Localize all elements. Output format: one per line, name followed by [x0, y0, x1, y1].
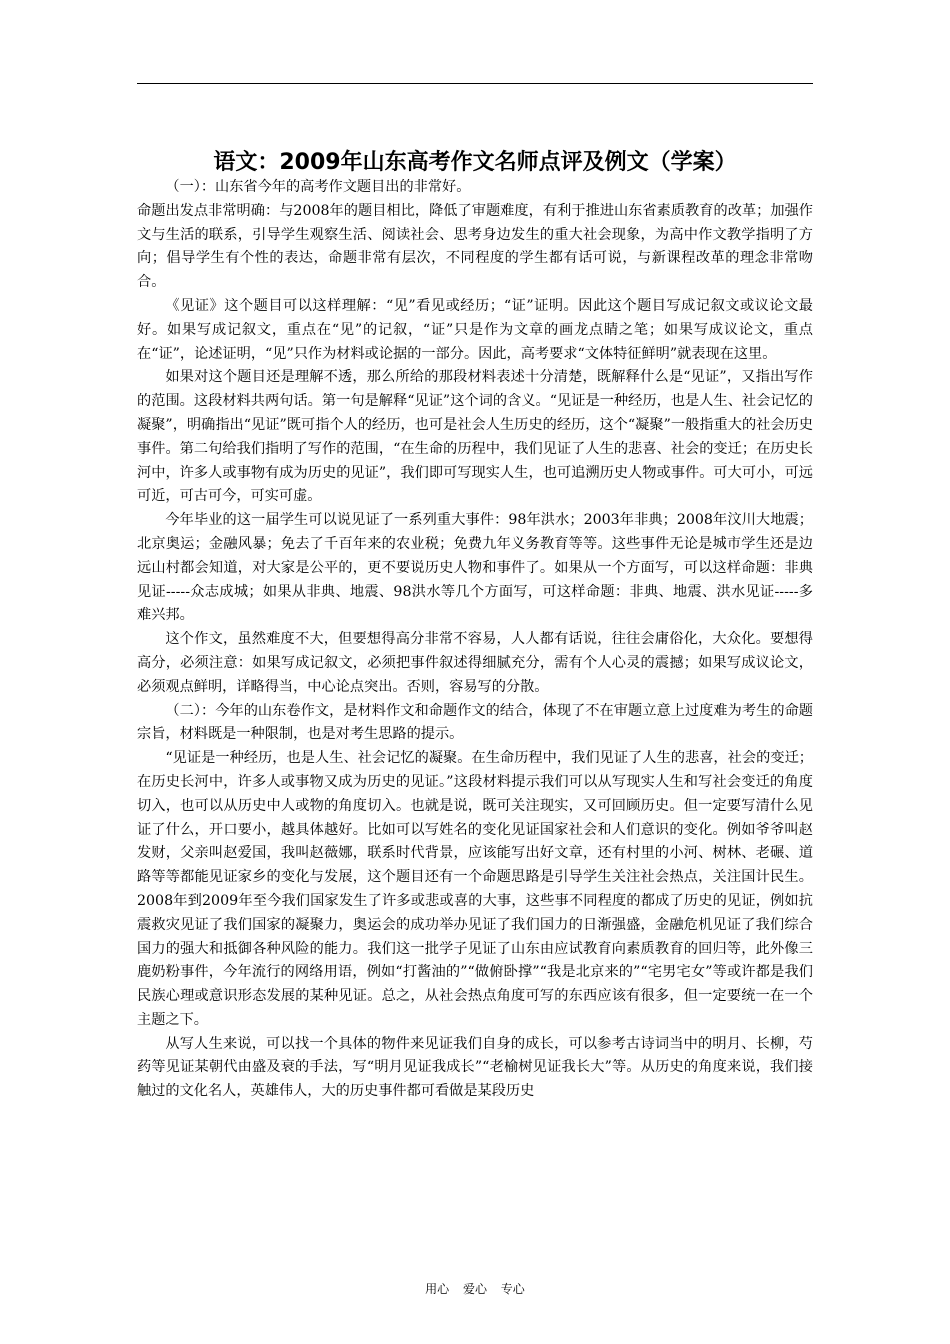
header-rule: [137, 83, 813, 84]
paragraph-8: “见证是一种经历，也是人生、社会记忆的凝聚。在生命历程中，我们见证了人生的悲喜，社会的变迁；在历史长河中，许多人或事物又成为历史的见证。”这段材料提示我们可以从写现实人生和写社会变迁的角度切入，也可以从历史中人或物的角度切入。也就是说，既可关注现实，又可回顾历史。但一定要写清什么见证了什么，开口要小，越具体越好。比如可以写姓名的变化见证国家社会和人们意识的变化。例如爷爷叫赵发财，父亲叫赵爱国，我叫赵薇娜，联系时代背景，应该能写出好文章，还有村里的小河、树林、老碾、道路等等都能见证家乡的变化与发展，这个题目还有一个命题思路是引导学生关注社会热点，关注国计民生。2008年到2009年至今我们国家发生了许多或悲或喜的大事，这些事不同程度的都成了历史的见证，例如抗震救灾见证了我们国家的凝聚力，奥运会的成功举办见证了我们国力的日渐强盛，金融危机见证了我们综合国力的强大和抵御各种风险的能力。我们这一批学子见证了山东由应试教育向素质教育的回归等，此外像三鹿奶粉事件，今年流行的网络用语，例如“打酱油的”“做俯卧撑”“我是北京来的”“宅男宅女”等或许都是我们民族心理或意识形态发展的某种见证。总之，从社会热点角度可写的东西应该有很多，但一定要统一在一个主题之下。: [137, 750, 813, 1028]
paragraph-5: 今年毕业的这一届学生可以说见证了一系列重大事件：98年洪水；2003年非典；2008年汶川大地震；北京奥运；金融风暴；免去了千百年来的农业税；免费九年义务教育等等。这些事件无论是城市学生还是边远山村都会知道，对大家是公平的，更不要说历史人物和事件了。如果从一个方面写，可以这样命题：非典见证-----众志成城；如果从非典、地震、98洪水等几个方面写，可这样命题：非典、地震、洪水见证-----多难兴邦。: [137, 512, 813, 624]
paragraph-7: （二）：今年的山东卷作文，是材料作文和命题作文的结合，体现了不在审题立意上过度难为考生的命题宗旨，材料既是一种限制，也是对考生思路的提示。: [137, 702, 813, 743]
paragraph-1: （一）：山东省今年的高考作文题目出的非常好。: [165, 179, 471, 195]
paragraph-6: 这个作文，虽然难度不大，但要想得高分非常不容易，人人都有话说，往往会庸俗化，大众化。要想得高分，必须注意：如果写成记叙文，必须把事件叙述得细腻充分，需有个人心灵的震撼；如果写成议论文，必须观点鲜明，详略得当，中心论点突出。否则，容易写的分散。: [137, 631, 813, 695]
paragraph-2: 命题出发点非常明确：与2008年的题目相比，降低了审题难度，有利于推进山东省素质教育的改革；加强作文与生活的联系，引导学生观察生活、阅读社会、思考身边发生的重大社会现象，为高中作文教学指明了方向；倡导学生有个性的表达，命题非常有层次，不同程度的学生都有话可说，与新课程改革的理念非常吻合。: [137, 202, 813, 291]
document-title: 语文：2009年山东高考作文名师点评及例文（学案）: [213, 149, 737, 175]
paragraph-3: 《见证》这个题目可以这样理解：“见”看见或经历；“证”证明。因此这个题目写成记叙文或议论文最好。如果写成记叙文，重点在“见”的记叙，“证”只是作为文章的画龙点睛之笔；如果写成议论文，重点在“证”，论述证明，“见”只作为材料或论据的一部分。因此，高考要求“文体特征鲜明”就表现在这里。: [137, 297, 813, 362]
document-body: [137, 176, 813, 1104]
paragraph-4: 如果对这个题目还是理解不透，那么所给的那段材料表述十分清楚，既解释什么是“见证”，又指出写作的范围。这段材料共两句话。第一句是解释“见证”这个词的含义。“见证是一种经历，也是人生、社会记忆的凝聚”，明确指出“见证”既可指个人的经历，也可是社会人生历史的经历，这个“凝聚”一般指重大的社会历史事件。第二句给我们指明了写作的范围，“在生命的历程中，我们见证了人生的悲喜、社会的变迁；在历史长河中，许多人或事物有成为历史的见证”，我们即可写现实人生，也可追溯历史人物或事件。可大可小，可远可近，可古可今，可实可虚。: [137, 369, 813, 505]
paragraph-9: 从写人生来说，可以找一个具体的物件来见证我们自身的成长，可以参考古诗词当中的明月、长柳，芍药等见证某朝代由盛及衰的手法，写“明月见证我成长”“老榆树见证我长大”等。从历史的角度来说，我们接触过的文化名人，英雄伟人，大的历史事件都可看做是某段历史: [137, 1035, 813, 1100]
page-footer: 用心 爱心 专心: [425, 1282, 525, 1296]
